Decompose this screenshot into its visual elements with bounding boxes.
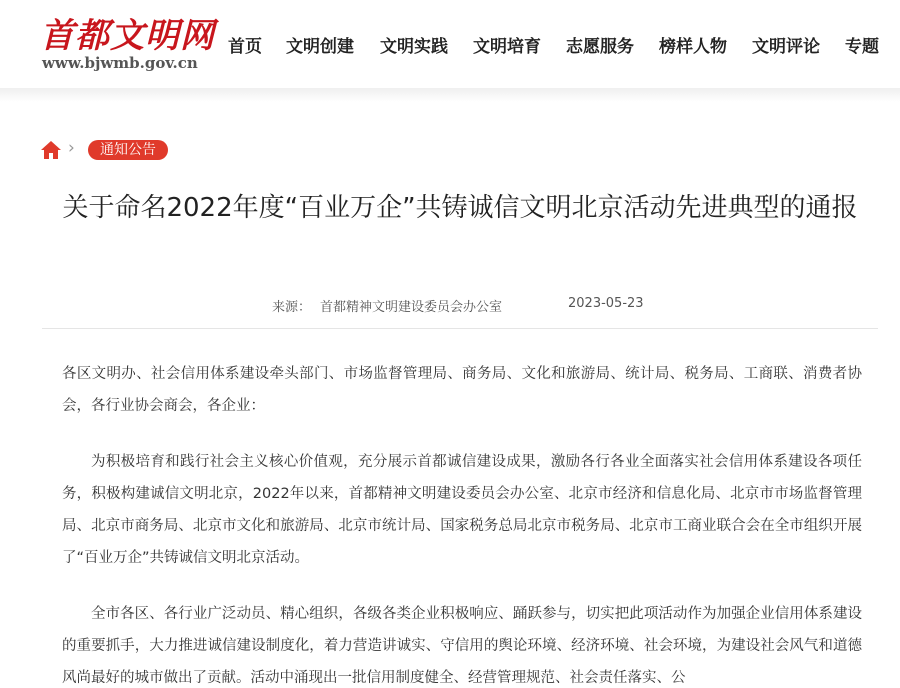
article-body (62, 358, 862, 688)
nav-item-civilization-cultivation[interactable]: 文明培育 (473, 37, 541, 57)
breadcrumb-separator: › (68, 138, 75, 158)
main-nav (0, 32, 900, 56)
meta-divider (42, 328, 878, 329)
breadcrumb-current-badge[interactable]: 通知公告 (88, 140, 168, 160)
source-label: 来源： (272, 300, 312, 315)
nav-item-volunteer-service[interactable]: 志愿服务 (566, 37, 634, 57)
site-header (0, 0, 900, 92)
article-meta (0, 296, 900, 316)
header-divider (0, 88, 900, 102)
article-paragraph-salutation: 各区文明办、社会信用体系建设牵头部门、市场监督管理局、商务局、文化和旅游局、统计局、税务局、工商联、消费者协会，各行业协会商会，各企业： (62, 366, 862, 414)
home-icon[interactable] (40, 140, 62, 160)
breadcrumb (40, 138, 240, 162)
article-paragraph: 全市各区、各行业广泛动员、精心组织，各级各类企业积极响应、踊跃参与，切实把此项活动作为加强企业信用体系建设的重要抓手，大力推进诚信建设制度化，着力营造讲诚实、守信用的舆论环境、经济环境、社会环境，为建设社会风气和道德风尚最好的城市做出了贡献。活动中涌现出一批信用制度健全、经营管理规范、社会责任落实、公 (62, 606, 862, 686)
article-title: 关于命名2022年度“百业万企”共铸诚信文明北京活动先进典型的通报 (62, 193, 858, 223)
article-date: 2023-05-23 (568, 296, 644, 311)
nav-item-home[interactable]: 首页 (228, 37, 262, 57)
nav-item-topics[interactable]: 专题 (845, 37, 879, 57)
nav-item-civilization-review[interactable]: 文明评论 (752, 37, 820, 57)
nav-item-civilization-creation[interactable]: 文明创建 (286, 37, 354, 57)
logo-url: www.bjwmb.gov.cn (42, 54, 198, 72)
article-source: 首都精神文明建设委员会办公室 (320, 300, 503, 315)
nav-item-role-models[interactable]: 榜样人物 (659, 37, 727, 57)
logo-title: 首都文明网 (40, 16, 215, 56)
nav-item-civilization-practice[interactable]: 文明实践 (380, 37, 448, 57)
article-paragraph: 为积极培育和践行社会主义核心价值观，充分展示首都诚信建设成果，激励各行各业全面落实社会信用体系建设各项任务，积极构建诚信文明北京，2022年以来，首都精神文明建设委员会办公室、北京市经济和信息化局、北京市市场监督管理局、北京市商务局、北京市文化和旅游局、北京市统计局、国家税务总局北京市税务局、北京市工商业联合会在全市组织开展了“百业万企”共铸诚信文明北京活动。 (62, 454, 862, 566)
